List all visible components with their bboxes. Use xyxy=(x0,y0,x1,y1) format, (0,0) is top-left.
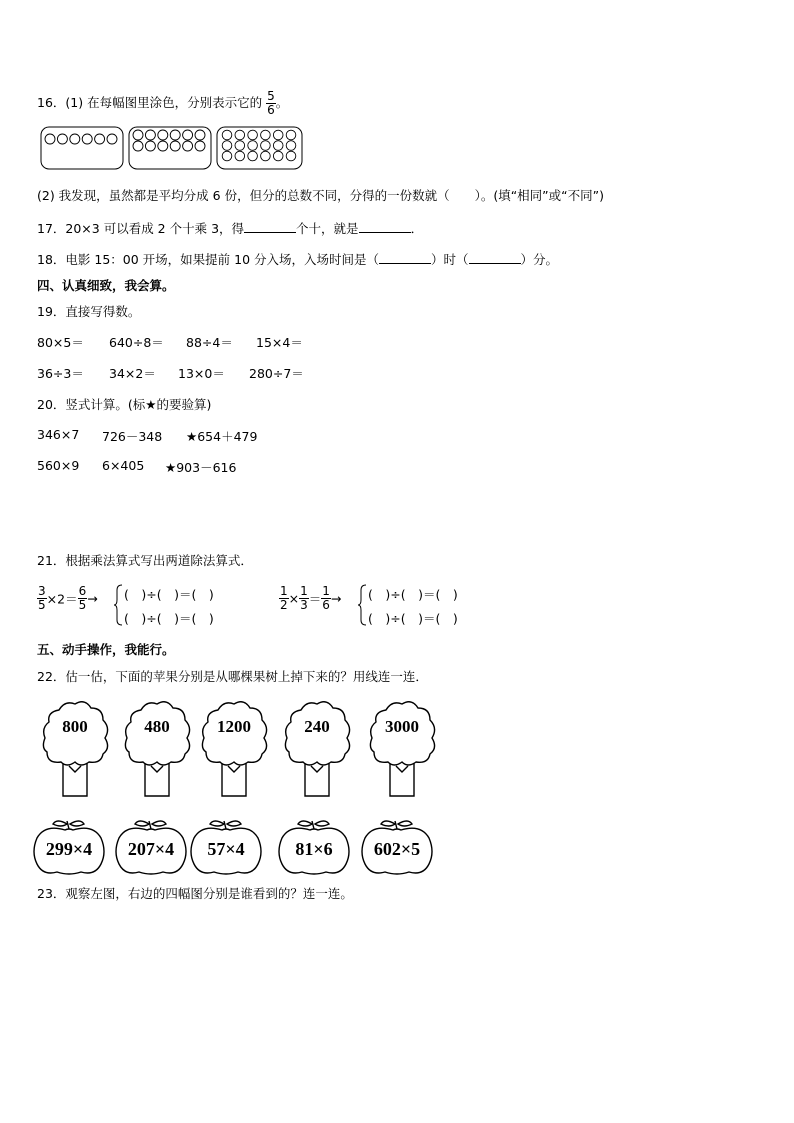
q21-left-equation: $\frac{3}{5}$ ×2＝ $\frac{6}{5}$ → xyxy=(38,584,98,612)
q19-item: 280÷7＝ xyxy=(249,366,304,381)
circle[interactable] xyxy=(235,130,245,140)
apple-3[interactable] xyxy=(191,821,261,874)
q18-blank-hour[interactable] xyxy=(379,263,431,264)
tree-3000[interactable] xyxy=(370,702,434,796)
box-twelve-circles xyxy=(129,127,211,169)
circle[interactable] xyxy=(261,141,271,151)
circle[interactable] xyxy=(70,134,80,144)
circle[interactable] xyxy=(45,134,55,144)
q22-figure xyxy=(0,690,794,880)
circle[interactable] xyxy=(158,130,168,140)
circle[interactable] xyxy=(235,151,245,161)
circle[interactable] xyxy=(235,141,245,151)
q19-item: 88÷4＝ xyxy=(186,335,233,350)
circle[interactable] xyxy=(273,130,283,140)
q16-part2: (2) 我发现，虽然都是平均分成 6 份，但分的总数不同，分得的一份数就（ ）。(填“相同”或“不同”) xyxy=(37,188,604,203)
circle[interactable] xyxy=(133,141,143,151)
section-4-heading: 四、认真细致，我会算。 xyxy=(37,278,175,293)
q19-item: 80×5＝ xyxy=(37,335,84,350)
circle[interactable] xyxy=(195,130,205,140)
q20-item: ★654＋479 xyxy=(186,429,258,444)
tree-label: 480 xyxy=(144,717,170,736)
circle[interactable] xyxy=(133,130,143,140)
q20-item: 726－348 xyxy=(102,429,163,444)
q17-blank-2[interactable] xyxy=(359,232,411,233)
circle[interactable] xyxy=(261,151,271,161)
q21-right-blank-line-2[interactable]: ( )÷( )＝( ) xyxy=(368,611,458,626)
q20-item: 560×9 xyxy=(37,458,80,473)
circle-groups-figure xyxy=(40,126,305,170)
q19-item: 15×4＝ xyxy=(256,335,303,350)
circle[interactable] xyxy=(183,141,193,151)
circle[interactable] xyxy=(82,134,92,144)
circle[interactable] xyxy=(57,134,67,144)
q18: 18．电影 15：00 开场，如果提前 10 分入场，入场时间是（ ）时（ ）分。 xyxy=(37,252,559,267)
circle[interactable] xyxy=(170,141,180,151)
tree-label: 800 xyxy=(62,717,88,736)
circle[interactable] xyxy=(286,141,296,151)
apple-label: 81×6 xyxy=(295,839,333,859)
q21-right-blank-line-1[interactable]: ( )÷( )＝( ) xyxy=(368,587,458,602)
q23-title: 23．观察左图，右边的四幅图分别是谁看到的？连一连。 xyxy=(37,886,353,901)
box-eighteen-circles xyxy=(217,127,302,169)
circle[interactable] xyxy=(248,130,258,140)
q21-right-equation: $\frac{1}{2}$ × $\frac{1}{3}$ ＝ $\frac{1}{6}$ → xyxy=(280,584,342,612)
apple-label: 57×4 xyxy=(207,839,245,859)
circle[interactable] xyxy=(222,130,232,140)
circle[interactable] xyxy=(145,141,155,151)
circle[interactable] xyxy=(261,130,271,140)
tree-1200[interactable] xyxy=(202,702,266,796)
apple-label: 602×5 xyxy=(373,839,421,859)
q19-title: 19．直接写得数。 xyxy=(37,304,141,319)
apple-2[interactable] xyxy=(116,821,186,874)
q21-title: 21．根据乘法算式写出两道除法算式． xyxy=(37,553,253,568)
tree-label: 240 xyxy=(304,717,330,736)
fraction-five-sixths: $\frac{5}{6}$ xyxy=(267,89,275,117)
brace-left xyxy=(113,584,123,626)
q16-part1: 16．(1) 在每幅图里涂色，分别表示它的 $\frac{5}{6}$ 。 xyxy=(37,89,289,117)
apple-4[interactable] xyxy=(279,821,349,874)
circle[interactable] xyxy=(170,130,180,140)
apple-label: 207×4 xyxy=(127,839,175,859)
circle[interactable] xyxy=(248,141,258,151)
circle[interactable] xyxy=(183,130,193,140)
q18-blank-minute[interactable] xyxy=(469,263,521,264)
circle[interactable] xyxy=(195,141,205,151)
brace-right xyxy=(357,584,367,626)
q21-left-blank-line-2[interactable]: ( )÷( )＝( ) xyxy=(124,611,214,626)
circle[interactable] xyxy=(286,151,296,161)
circle[interactable] xyxy=(286,130,296,140)
apple-1[interactable] xyxy=(34,821,104,874)
q17-blank-1[interactable] xyxy=(244,232,296,233)
tree-480[interactable] xyxy=(125,702,189,796)
q17: 17．20×3 可以看成 2 个十乘 3，得 个十，就是 ． xyxy=(37,221,424,236)
apple-label: 299×4 xyxy=(45,839,93,859)
tree-240[interactable] xyxy=(285,702,349,796)
circle[interactable] xyxy=(95,134,105,144)
tree-label: 1200 xyxy=(217,717,251,736)
q20-item: 346×7 xyxy=(37,427,80,442)
section-5-heading: 五、动手操作，我能行。 xyxy=(37,642,175,657)
q20-item: ★903－616 xyxy=(165,460,237,475)
circle[interactable] xyxy=(158,141,168,151)
circle[interactable] xyxy=(107,134,117,144)
apple-5[interactable] xyxy=(362,821,432,874)
circle[interactable] xyxy=(145,130,155,140)
q21-left-blank-line-1[interactable]: ( )÷( )＝( ) xyxy=(124,587,214,602)
q20-title: 20．竖式计算。(标★的要验算) xyxy=(37,397,212,412)
circle[interactable] xyxy=(222,141,232,151)
circle[interactable] xyxy=(273,141,283,151)
q19-item: 13×0＝ xyxy=(178,366,225,381)
q20-item: 6×405 xyxy=(102,458,145,473)
q22-title: 22．估一估，下面的苹果分别是从哪棵果树上掉下来的？用线连一连． xyxy=(37,669,428,684)
circle[interactable] xyxy=(222,151,232,161)
q19-item: 640÷8＝ xyxy=(109,335,164,350)
circle[interactable] xyxy=(248,151,258,161)
circle[interactable] xyxy=(273,151,283,161)
q19-item: 34×2＝ xyxy=(109,366,156,381)
q19-item: 36÷3＝ xyxy=(37,366,84,381)
tree-800[interactable] xyxy=(43,702,107,796)
box-six-circles xyxy=(41,127,123,169)
tree-label: 3000 xyxy=(385,717,419,736)
